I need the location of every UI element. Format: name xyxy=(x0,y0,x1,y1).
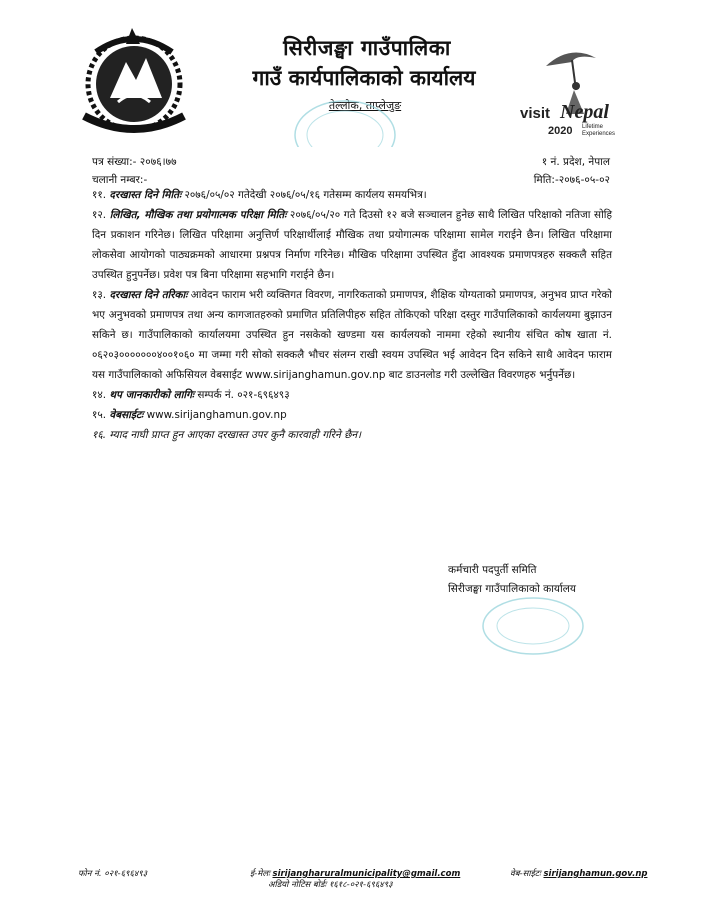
svg-text:Nepal: Nepal xyxy=(560,101,609,123)
letter-number: पत्र संख्या:- २०७६।७७ xyxy=(92,156,177,168)
paragraph-number: १२. xyxy=(92,209,107,221)
notice-body xyxy=(92,185,612,445)
letter-date: मिति:-२०७६-०५-०२ xyxy=(533,174,610,186)
paragraph-label: दरखास्त दिने मितिः xyxy=(109,189,182,201)
office-name: गाउँ कार्यपालिकाको कार्यालय xyxy=(252,66,476,90)
website-link[interactable]: www.sirijanghamun.gov.np xyxy=(143,409,287,421)
svg-text:Experiences: Experiences xyxy=(582,131,616,137)
paragraph-text: आवेदन फाराम भरी व्यक्तिगत विवरण, नागरिकताको प्रमाणपत्र, शैक्षिक योग्यताको प्रमाणपत्र, अनुभव प्राप्त गरेको भए अनुभवको प्रमाणपत्र तथा अन्य कागजातहरुको प्रमाणित प्रतिलिपीहरु सहित तोकिएको परिक्षा दस्तुर गाउँपालिकाको कार्यलयमा बुझाउन सकिने छ। गाउँपालिकाको कार्यालयमा उपस्थित हुन नसकेको खण्डमा यस कार्यलयको नाममा रहेको स्थानीय संचित कोष खाता नं. ०६२०३०००००००४००१०६० मा जम्मा गरी सोको सक्कलै भौचर संलग्न राखी स्वयम उपस्थित भई आवेदन दिन सकिने साथै आवेदन फाराम यस गाउँपालिकाको अफिसियल वेबसाईट xyxy=(92,289,612,381)
reference-block xyxy=(92,153,177,189)
website-link[interactable]: www.sirijanghamun.gov.np xyxy=(245,369,386,381)
svg-text:visit: visit xyxy=(520,105,551,122)
website-label: वेब-साईटः xyxy=(510,869,541,879)
paragraph-text: सम्पर्क नं. ०२१-६९६४९३ xyxy=(194,389,290,401)
province: १ नं. प्रदेश, नेपाल xyxy=(541,156,610,168)
footer-website-link[interactable]: sirijanghamun.gov.np xyxy=(543,869,648,879)
svg-text:2020: 2020 xyxy=(548,125,573,137)
office-stamp-icon xyxy=(290,95,400,147)
committee-name: कर्मचारी पदपुर्ती समिति xyxy=(448,564,537,576)
paragraph-14 xyxy=(92,385,612,405)
visit-nepal-logo xyxy=(512,44,632,140)
paragraph-13 xyxy=(92,285,612,385)
footer-website xyxy=(510,868,647,879)
municipality-name: सिरीजङ्घा गाउँपालिका xyxy=(283,36,451,60)
paragraph-label: वेबसाईटः xyxy=(109,409,144,421)
email-link[interactable]: sirijangharuralmunicipality@gmail.com xyxy=(272,869,461,879)
paragraph-text: बाट डाउनलोड गरी उल्लेखित विवरणहरु भर्नुपर्नेछ। xyxy=(385,369,576,381)
paragraph-number: १३. xyxy=(92,289,107,301)
office-signature: सिरीजङ्घा गाउँपालिकाको कार्यालय xyxy=(448,583,576,595)
footer-phone: फोन नं. ०२१-६९६४९३ xyxy=(78,869,148,879)
paragraph-text: २०७६/०५/०२ गतेदेखी २०७६/०५/१६ गतेसम्म कार्यलय समयभित्र। xyxy=(181,189,427,201)
paragraph-15 xyxy=(92,405,612,425)
signature-block xyxy=(448,561,628,599)
office-stamp-icon xyxy=(478,596,588,656)
paragraph-label: लिखित, मौखिक तथा प्रयोगात्मक परिक्षा मितिः xyxy=(109,209,287,221)
paragraph-text: २०७६/०५/२० गते दिउसो १२ बजे सञ्चालन हुनेछ साथै लिखित परिक्षाको नतिजा सोहि दिन प्रकाशन गरिनेछ। लिखित परिक्षामा अनुत्तिर्ण परिक्षार्थीलाई मौखिक तथा प्रयोगात्मक परिक्षामा सामेल गराईने छैन। लिखित परिक्षामा लोकसेवा आयोगको पाठ्यक्रमको आधारमा प्रश्नपत्र निर्माण गरिनेछ। मौखिक परिक्षामा उपस्थित हुँदा आवश्यक प्रमाणपत्रहरु सक्कलै सहित उपस्थित हुनुपर्नेछ। प्रवेश पत्र बिना परिक्षामा सहभागि गराईने छैन। xyxy=(92,209,612,281)
paragraph-label: दरखास्त दिने तरिकाः xyxy=(109,289,188,301)
paragraph-label: थप जानकारीको लागिः xyxy=(109,389,195,401)
office-address: तेल्लोक, ताप्लेजुङ xyxy=(328,99,402,112)
date-block xyxy=(470,153,610,189)
paragraph-11 xyxy=(92,185,612,205)
email-label: ई-मेलः xyxy=(250,869,270,879)
paragraph-16 xyxy=(92,425,612,445)
paragraph-12 xyxy=(92,205,612,285)
paragraph-number: ११. xyxy=(92,189,107,201)
visit-nepal-icon xyxy=(512,44,632,140)
footer-email xyxy=(250,868,510,890)
paragraph-number: १६. xyxy=(92,429,107,441)
paragraph-number: १५. xyxy=(92,409,107,421)
notice-board-number: १६१८-०२१-६९६४९३ xyxy=(328,880,393,890)
notice-board-label: अडियो नोटिस बोर्डः xyxy=(268,880,327,890)
nepal-emblem-icon xyxy=(74,22,194,140)
svg-text:Lifetime: Lifetime xyxy=(582,124,604,130)
dispatch-number: चलानी नम्बर:- xyxy=(92,174,148,186)
paragraph-text: म्याद नाघी प्राप्त हुन आएका दरखास्त उपर कुनै कारवाही गरिने छैन। xyxy=(109,429,362,441)
paragraph-number: १४. xyxy=(92,389,107,401)
